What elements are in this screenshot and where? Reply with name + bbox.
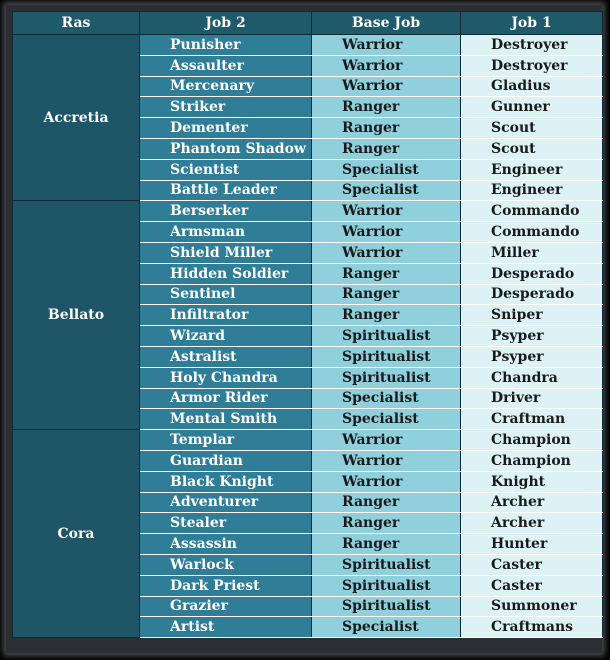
ras-cell: Accretia bbox=[13, 35, 140, 201]
header-job1: Job 1 bbox=[461, 12, 603, 35]
base-job-cell: Specialist bbox=[312, 159, 461, 180]
job2-cell: Dark Priest bbox=[140, 575, 312, 596]
base-job-cell: Ranger bbox=[312, 305, 461, 326]
base-job-cell: Specialist bbox=[312, 617, 461, 638]
job2-cell: Wizard bbox=[140, 326, 312, 347]
job2-cell: Sentinel bbox=[140, 284, 312, 305]
job1-cell: Miller bbox=[461, 242, 603, 263]
job1-cell: Gunner bbox=[461, 97, 603, 118]
job2-cell: Astralist bbox=[140, 346, 312, 367]
job2-cell: Battle Leader bbox=[140, 180, 312, 201]
base-job-cell: Warrior bbox=[312, 35, 461, 56]
base-job-cell: Ranger bbox=[312, 284, 461, 305]
job1-cell: Gladius bbox=[461, 76, 603, 97]
job1-cell: Commando bbox=[461, 222, 603, 243]
job2-cell: Phantom Shadow bbox=[140, 138, 312, 159]
job2-cell: Grazier bbox=[140, 596, 312, 617]
job-table bbox=[12, 11, 603, 638]
job1-cell: Scout bbox=[461, 118, 603, 139]
base-job-cell: Spiritualist bbox=[312, 346, 461, 367]
job2-cell: Black Knight bbox=[140, 471, 312, 492]
base-job-cell: Spiritualist bbox=[312, 596, 461, 617]
job1-cell: Engineer bbox=[461, 159, 603, 180]
job2-cell: Striker bbox=[140, 97, 312, 118]
base-job-cell: Warrior bbox=[312, 471, 461, 492]
job1-cell: Sniper bbox=[461, 305, 603, 326]
job2-cell: Dementer bbox=[140, 118, 312, 139]
job2-cell: Berserker bbox=[140, 201, 312, 222]
base-job-cell: Ranger bbox=[312, 492, 461, 513]
job2-cell: Warlock bbox=[140, 554, 312, 575]
header-ras: Ras bbox=[13, 12, 140, 35]
base-job-cell: Warrior bbox=[312, 450, 461, 471]
job1-cell: Destroyer bbox=[461, 35, 603, 56]
base-job-cell: Warrior bbox=[312, 76, 461, 97]
header-row bbox=[13, 12, 603, 35]
job2-cell: Templar bbox=[140, 430, 312, 451]
job2-cell: Holy Chandra bbox=[140, 367, 312, 388]
job2-cell: Punisher bbox=[140, 35, 312, 56]
job1-cell: Destroyer bbox=[461, 55, 603, 76]
base-job-cell: Specialist bbox=[312, 388, 461, 409]
table-row bbox=[13, 201, 603, 222]
base-job-cell: Warrior bbox=[312, 242, 461, 263]
job2-cell: Assassin bbox=[140, 534, 312, 555]
base-job-cell: Warrior bbox=[312, 430, 461, 451]
job1-cell: Champion bbox=[461, 430, 603, 451]
base-job-cell: Spiritualist bbox=[312, 575, 461, 596]
job2-cell: Mental Smith bbox=[140, 409, 312, 430]
job1-cell: Craftmans bbox=[461, 617, 603, 638]
base-job-cell: Ranger bbox=[312, 138, 461, 159]
job1-cell: Desperado bbox=[461, 284, 603, 305]
job1-cell: Scout bbox=[461, 138, 603, 159]
ras-cell: Bellato bbox=[13, 201, 140, 430]
job2-cell: Artist bbox=[140, 617, 312, 638]
base-job-cell: Ranger bbox=[312, 263, 461, 284]
base-job-cell: Ranger bbox=[312, 118, 461, 139]
base-job-cell: Spiritualist bbox=[312, 326, 461, 347]
job1-cell: Caster bbox=[461, 554, 603, 575]
base-job-cell: Spiritualist bbox=[312, 367, 461, 388]
job2-cell: Stealer bbox=[140, 513, 312, 534]
job1-cell: Knight bbox=[461, 471, 603, 492]
base-job-cell: Specialist bbox=[312, 180, 461, 201]
job2-cell: Mercenary bbox=[140, 76, 312, 97]
job2-cell: Armsman bbox=[140, 222, 312, 243]
base-job-cell: Warrior bbox=[312, 222, 461, 243]
job1-cell: Craftman bbox=[461, 409, 603, 430]
table-row bbox=[13, 430, 603, 451]
job1-cell: Psyper bbox=[461, 346, 603, 367]
base-job-cell: Spiritualist bbox=[312, 554, 461, 575]
job1-cell: Champion bbox=[461, 450, 603, 471]
job1-cell: Archer bbox=[461, 513, 603, 534]
job1-cell: Psyper bbox=[461, 326, 603, 347]
base-job-cell: Ranger bbox=[312, 513, 461, 534]
job1-cell: Caster bbox=[461, 575, 603, 596]
job2-cell: Scientist bbox=[140, 159, 312, 180]
table-body bbox=[13, 35, 603, 638]
job2-cell: Armor Rider bbox=[140, 388, 312, 409]
job1-cell: Hunter bbox=[461, 534, 603, 555]
header-job2: Job 2 bbox=[140, 12, 312, 35]
job1-cell: Desperado bbox=[461, 263, 603, 284]
job1-cell: Chandra bbox=[461, 367, 603, 388]
job1-cell: Driver bbox=[461, 388, 603, 409]
table-row bbox=[13, 35, 603, 56]
base-job-cell: Specialist bbox=[312, 409, 461, 430]
job1-cell: Summoner bbox=[461, 596, 603, 617]
job2-cell: Infiltrator bbox=[140, 305, 312, 326]
job2-cell: Hidden Soldier bbox=[140, 263, 312, 284]
base-job-cell: Ranger bbox=[312, 97, 461, 118]
header-base-job: Base Job bbox=[312, 12, 461, 35]
base-job-cell: Ranger bbox=[312, 534, 461, 555]
ras-cell: Cora bbox=[13, 430, 140, 638]
job2-cell: Guardian bbox=[140, 450, 312, 471]
base-job-cell: Warrior bbox=[312, 55, 461, 76]
job1-cell: Engineer bbox=[461, 180, 603, 201]
job2-cell: Adventurer bbox=[140, 492, 312, 513]
table-frame bbox=[6, 5, 602, 653]
job1-cell: Commando bbox=[461, 201, 603, 222]
base-job-cell: Warrior bbox=[312, 201, 461, 222]
job2-cell: Assaulter bbox=[140, 55, 312, 76]
job2-cell: Shield Miller bbox=[140, 242, 312, 263]
job1-cell: Archer bbox=[461, 492, 603, 513]
